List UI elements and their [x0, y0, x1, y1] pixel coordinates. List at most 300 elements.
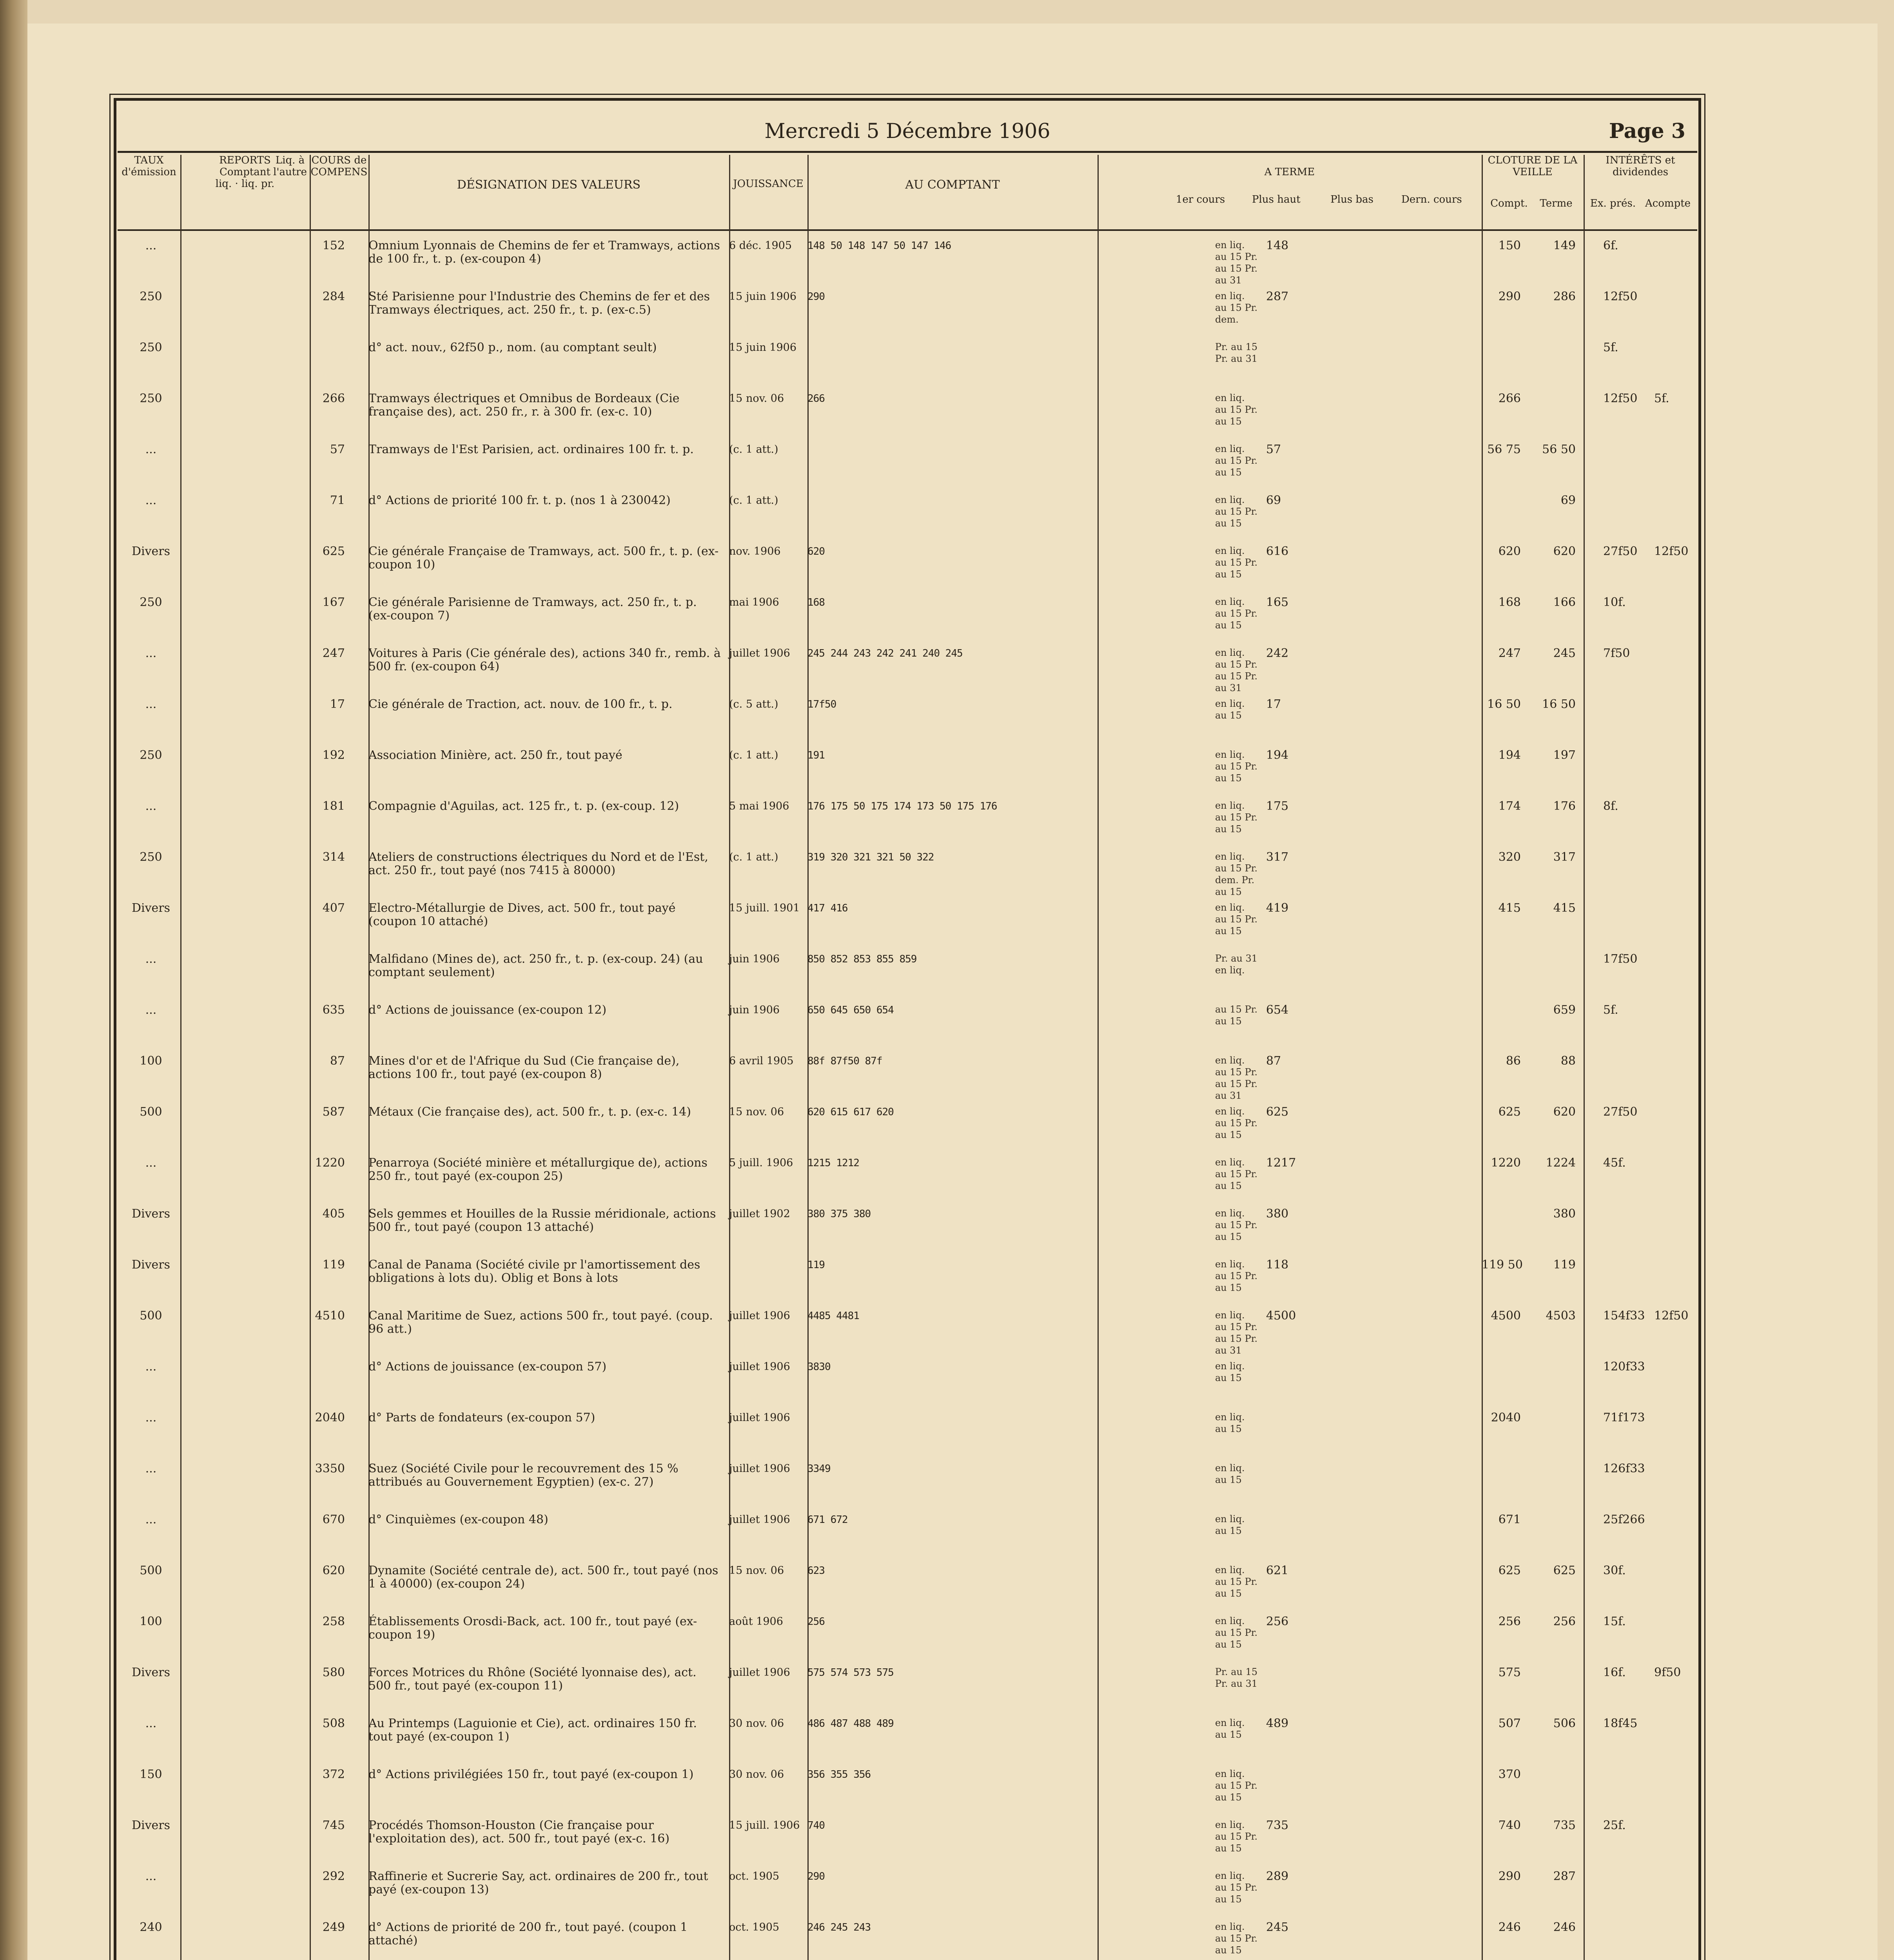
- compensation-price-cell: 1220: [315, 1156, 345, 1170]
- security-name: Dynamite (Société centrale de), act. 500 fr., tout payé (nos 1 à 40000) (ex-coupon 24): [368, 1564, 718, 1591]
- close-cash-cell: 86: [1506, 1054, 1521, 1068]
- security-name: Établissements Orosdi-Back, act. 100 fr., tout payé (ex-coupon 19): [368, 1615, 697, 1642]
- first-price-cell: 242: [1266, 646, 1289, 660]
- installment-cell: 12f50: [1654, 544, 1689, 558]
- cash-prices-cell: 417 416: [807, 902, 848, 914]
- close-term-cell: 620: [1553, 544, 1576, 558]
- page-number: Page 3: [1609, 119, 1685, 143]
- cash-prices-cell: 148 50 148 147 50 147 146: [807, 240, 951, 252]
- jouissance-cell: mai 1906: [729, 596, 779, 608]
- cash-prices-cell: 266: [807, 393, 825, 405]
- cash-prices-cell: 650 645 650 654: [807, 1004, 894, 1016]
- compensation-price-cell: 266: [322, 392, 345, 405]
- cash-prices-cell: 4485 4481: [807, 1310, 859, 1322]
- first-price-cell: 654: [1266, 1003, 1289, 1017]
- compensation-price-cell: 87: [330, 1054, 345, 1068]
- cash-prices-cell: 191: [807, 750, 825, 761]
- installment-cell: 5f.: [1654, 392, 1669, 405]
- rate-cell: Divers: [131, 1207, 171, 1221]
- dividend-cell: 16f.: [1603, 1666, 1626, 1679]
- close-term-cell: 88: [1560, 1054, 1576, 1068]
- term-labels-cell: en liq. au 15 Pr. au 15: [1215, 1615, 1258, 1650]
- close-term-cell: 506: [1553, 1717, 1576, 1730]
- compensation-price-cell: 670: [322, 1513, 345, 1526]
- term-labels-cell: en liq. au 15 Pr. au 15: [1215, 1819, 1258, 1854]
- close-cash-cell: 174: [1498, 799, 1521, 813]
- cash-prices-cell: 620 615 617 620: [807, 1106, 894, 1118]
- dividend-cell: 12f50: [1603, 392, 1638, 405]
- col-liq-autre: Liq. à l'autre: [273, 154, 307, 178]
- rate-cell: ...: [145, 443, 157, 456]
- table-row: [118, 1921, 1697, 1960]
- term-labels-cell: en liq. au 15 Pr. au 15 Pr. au 31: [1215, 647, 1258, 693]
- jouissance-cell: juin 1906: [729, 953, 780, 965]
- cash-prices-cell: 88f 87f50 87f: [807, 1055, 882, 1067]
- jouissance-cell: 30 nov. 06: [729, 1717, 784, 1730]
- cash-prices-cell: 486 487 488 489: [807, 1718, 894, 1730]
- rate-cell: ...: [145, 1513, 157, 1526]
- dividend-cell: 18f45: [1603, 1717, 1638, 1730]
- col-reports: REPORTS Comptant liq. · liq. pr.: [215, 154, 275, 190]
- close-term-cell: 166: [1553, 595, 1576, 609]
- jouissance-cell: juillet 1906: [729, 1666, 790, 1679]
- security-name: Canal de Panama (Société civile pr l'amortissement des obligations à lots du). Oblig et Bons à lots: [368, 1258, 700, 1285]
- col-cloture: CLOTURE DE LA VEILLE Compt. Terme: [1488, 154, 1578, 209]
- term-labels-cell: en liq. au 15: [1215, 698, 1245, 721]
- cash-prices-cell: 246 245 243: [807, 1922, 871, 1933]
- compensation-price-cell: 258: [322, 1615, 345, 1628]
- compensation-price-cell: 192: [322, 748, 345, 762]
- term-labels-cell: en liq. au 15 Pr. au 15 Pr. au 31: [1215, 1055, 1258, 1101]
- compensation-price-cell: 508: [322, 1717, 345, 1730]
- security-name: Cie générale de Traction, act. nouv. de 100 fr., t. p.: [368, 697, 673, 711]
- compensation-price-cell: 625: [322, 544, 345, 558]
- close-term-cell: 119: [1553, 1258, 1576, 1272]
- table-row: [118, 902, 1697, 956]
- close-cash-cell: 194: [1498, 748, 1521, 762]
- close-cash-cell: 16 50: [1487, 697, 1521, 711]
- close-term-cell: 380: [1553, 1207, 1576, 1221]
- rate-cell: 500: [140, 1564, 162, 1577]
- compensation-price-cell: 580: [322, 1666, 345, 1679]
- compensation-price-cell: 372: [322, 1768, 345, 1781]
- dividend-cell: 12f50: [1603, 290, 1638, 303]
- term-labels-cell: en liq. au 15 Pr. dem. Pr. au 15: [1215, 851, 1258, 897]
- term-labels-cell: en liq. au 15 Pr. au 15 Pr. au 31: [1215, 1310, 1258, 1356]
- term-labels-cell: en liq. au 15 Pr. au 15: [1215, 1157, 1258, 1191]
- close-cash-cell: 246: [1498, 1920, 1521, 1934]
- dividend-cell: 10f.: [1603, 595, 1626, 609]
- dividend-cell: 71f173: [1603, 1411, 1645, 1425]
- jouissance-cell: juin 1906: [729, 1004, 780, 1016]
- table-row: [118, 1004, 1697, 1058]
- table-row: [118, 1054, 1697, 1109]
- table-row: [118, 1666, 1697, 1721]
- col-interets: INTÉRÊTS et dividendes Ex. prés. Acompte: [1590, 154, 1691, 209]
- security-name: d° act. nouv., 62f50 p., nom. (au comptant seult): [368, 341, 657, 354]
- cash-prices-cell: 290: [807, 1871, 825, 1882]
- jouissance-cell: juillet 1906: [729, 1310, 790, 1322]
- first-price-cell: 287: [1266, 290, 1289, 303]
- close-term-cell: 197: [1553, 748, 1576, 762]
- jouissance-cell: juillet 1902: [729, 1208, 790, 1220]
- term-labels-cell: en liq. au 15 Pr. dem.: [1215, 290, 1258, 325]
- jouissance-cell: juillet 1906: [729, 1463, 790, 1475]
- term-labels-cell: en liq. au 15 Pr. au 15: [1215, 596, 1258, 631]
- close-cash-cell: 1220: [1491, 1156, 1521, 1170]
- dividend-cell: 27f50: [1603, 544, 1638, 558]
- rate-cell: Divers: [131, 544, 171, 558]
- close-cash-cell: 320: [1498, 850, 1521, 864]
- first-price-cell: 194: [1266, 748, 1289, 762]
- security-name: d° Actions privilégiées 150 fr., tout payé (ex-coupon 1): [368, 1768, 694, 1781]
- cash-prices-cell: 1215 1212: [807, 1157, 859, 1169]
- jouissance-cell: juillet 1906: [729, 1361, 790, 1373]
- rate-cell: ...: [145, 1462, 157, 1475]
- security-name: Compagnie d'Aguilas, act. 125 fr., t. p. (ex-coup. 12): [368, 799, 679, 813]
- dividend-cell: 7f50: [1603, 646, 1630, 660]
- rate-cell: 250: [140, 341, 162, 354]
- first-price-cell: 118: [1266, 1258, 1289, 1272]
- close-cash-cell: 740: [1498, 1818, 1521, 1832]
- table-row: [118, 545, 1697, 600]
- first-price-cell: 419: [1266, 901, 1289, 915]
- compensation-price-cell: 4510: [315, 1309, 345, 1323]
- term-labels-cell: en liq. au 15 Pr. au 15: [1215, 749, 1258, 784]
- rate-cell: ...: [145, 1360, 157, 1374]
- security-name: Ateliers de constructions électriques du Nord et de l'Est, act. 250 fr., tout payé (nos 7415 à 80000): [368, 850, 708, 877]
- security-name: Sels gemmes et Houilles de la Russie méridionale, actions 500 fr., tout payé (coupon 13 attaché): [368, 1207, 716, 1234]
- term-labels-cell: en liq. au 15 Pr. au 15: [1215, 392, 1258, 427]
- compensation-price-cell: 407: [322, 901, 345, 915]
- rate-cell: ...: [145, 697, 157, 711]
- first-price-cell: 4500: [1266, 1309, 1296, 1323]
- cash-prices-cell: 119: [807, 1259, 825, 1271]
- cash-prices-cell: 356 355 356: [807, 1769, 871, 1780]
- rate-cell: ...: [145, 239, 157, 252]
- close-cash-cell: 247: [1498, 646, 1521, 660]
- term-labels-cell: en liq. au 15 Pr. au 15: [1215, 443, 1258, 478]
- rate-cell: 250: [140, 290, 162, 303]
- security-name: d° Actions de jouissance (ex-coupon 57): [368, 1360, 607, 1374]
- security-name: Raffinerie et Sucrerie Say, act. ordinaires de 200 fr., tout payé (ex-coupon 13): [368, 1869, 708, 1896]
- rate-cell: 240: [140, 1920, 162, 1934]
- rate-cell: 150: [140, 1768, 162, 1781]
- security-name: Canal Maritime de Suez, actions 500 fr., tout payé. (coup. 96 att.): [368, 1309, 713, 1336]
- term-labels-cell: en liq. au 15 Pr. au 15: [1215, 545, 1258, 580]
- jouissance-cell: oct. 1905: [729, 1870, 780, 1882]
- security-name: d° Cinquièmes (ex-coupon 48): [368, 1513, 548, 1526]
- dividend-cell: 126f33: [1603, 1462, 1645, 1475]
- table-row: [118, 1819, 1697, 1874]
- term-labels-cell: en liq. au 15: [1215, 1463, 1245, 1485]
- security-name: Penarroya (Société minière et métallurgique de), actions 250 fr., tout payé (ex-coupon 25): [368, 1156, 708, 1183]
- page-binding-edge: [0, 0, 27, 1960]
- close-term-cell: 4503: [1546, 1309, 1576, 1323]
- close-cash-cell: 256: [1498, 1615, 1521, 1628]
- compensation-price-cell: 71: [330, 494, 345, 507]
- rate-cell: 250: [140, 748, 162, 762]
- security-name: Au Printemps (Laguionie et Cie), act. ordinaires 150 fr. tout payé (ex-coupon 1): [368, 1717, 697, 1744]
- close-cash-cell: 575: [1498, 1666, 1521, 1679]
- compensation-price-cell: 620: [322, 1564, 345, 1577]
- close-cash-cell: 290: [1498, 290, 1521, 303]
- jouissance-cell: 5 juill. 1906: [729, 1157, 793, 1169]
- rate-cell: ...: [145, 799, 157, 813]
- rate-cell: Divers: [131, 1666, 171, 1679]
- security-name: Suez (Société Civile pour le recouvrement des 15 % attribués au Gouvernement Egyptien) (ex-c. 27): [368, 1462, 679, 1489]
- col-a-terme: A TERME 1er cours Plus haut Plus bas Dern. cours: [1176, 166, 1462, 205]
- close-cash-cell: 625: [1498, 1105, 1521, 1119]
- page-date: Mercredi 5 Décembre 1906: [764, 120, 1050, 143]
- compensation-price-cell: 745: [322, 1818, 345, 1832]
- cash-prices-cell: 176 175 50 175 174 173 50 175 176: [807, 800, 997, 812]
- security-name: d° Parts de fondateurs (ex-coupon 57): [368, 1411, 595, 1425]
- jouissance-cell: (c. 1 att.): [729, 443, 778, 456]
- compensation-price-cell: 635: [322, 1003, 345, 1017]
- rate-cell: 250: [140, 850, 162, 864]
- jouissance-cell: (c. 1 att.): [729, 749, 778, 761]
- jouissance-cell: nov. 1906: [729, 545, 781, 557]
- close-cash-cell: 507: [1498, 1717, 1521, 1730]
- first-price-cell: 621: [1266, 1564, 1289, 1577]
- compensation-price-cell: 152: [322, 239, 345, 252]
- security-name: Tramways électriques et Omnibus de Bordeaux (Cie française des), act. 250 fr., r. à 300 fr. (ex-c. 10): [368, 392, 680, 419]
- term-labels-cell: au 15 Pr. au 15: [1215, 1004, 1258, 1027]
- first-price-cell: 245: [1266, 1920, 1289, 1934]
- dividend-cell: 27f50: [1603, 1105, 1638, 1119]
- table-row: [118, 290, 1697, 345]
- term-labels-cell: en liq. au 15 Pr. au 15: [1215, 1921, 1258, 1956]
- close-term-cell: 69: [1560, 494, 1576, 507]
- first-price-cell: 87: [1266, 1054, 1281, 1068]
- jouissance-cell: 6 déc. 1905: [729, 240, 792, 252]
- table-row: [118, 1309, 1697, 1364]
- table-row: [118, 1258, 1697, 1313]
- jouissance-cell: 15 juin 1906: [729, 290, 797, 303]
- table-row: [118, 1768, 1697, 1823]
- security-name: Omnium Lyonnais de Chemins de fer et Tramways, actions de 100 fr., t. p. (ex-coupon 4): [368, 239, 720, 266]
- first-price-cell: 17: [1266, 697, 1281, 711]
- rate-cell: 100: [140, 1054, 162, 1068]
- close-term-cell: 286: [1553, 290, 1576, 303]
- first-price-cell: 256: [1266, 1615, 1289, 1628]
- security-name: Métaux (Cie française des), act. 500 fr., t. p. (ex-c. 14): [368, 1105, 691, 1119]
- rate-cell: ...: [145, 1156, 157, 1170]
- dividend-cell: 154f33: [1603, 1309, 1645, 1323]
- security-name: Procédés Thomson-Houston (Cie française pour l'exploitation des), act. 500 fr., tout payé (ex-c. 16): [368, 1818, 670, 1846]
- security-name: d° Actions de priorité de 200 fr., tout payé. (coupon 1 attaché): [368, 1920, 688, 1947]
- jouissance-cell: (c. 5 att.): [729, 698, 778, 710]
- dividend-cell: 30f.: [1603, 1564, 1626, 1577]
- rate-cell: Divers: [131, 1258, 171, 1272]
- table-row: [118, 647, 1697, 702]
- jouissance-cell: oct. 1905: [729, 1921, 780, 1933]
- rate-cell: ...: [145, 1869, 157, 1883]
- rate-cell: ...: [145, 952, 157, 966]
- table-row: [118, 1156, 1697, 1211]
- term-labels-cell: Pr. au 15 Pr. au 31: [1215, 341, 1258, 364]
- first-price-cell: 625: [1266, 1105, 1289, 1119]
- close-term-cell: 735: [1553, 1818, 1576, 1832]
- term-labels-cell: en liq. au 15: [1215, 1361, 1245, 1383]
- compensation-price-cell: 3350: [315, 1462, 345, 1475]
- close-cash-cell: 4500: [1491, 1309, 1521, 1323]
- jouissance-cell: 6 avril 1905: [729, 1055, 794, 1067]
- table-row: [118, 1360, 1697, 1415]
- cash-prices-cell: 620: [807, 546, 825, 557]
- compensation-price-cell: 181: [322, 799, 345, 813]
- rate-cell: ...: [145, 1411, 157, 1425]
- table-row: [118, 494, 1697, 549]
- first-price-cell: 57: [1266, 443, 1281, 456]
- jouissance-cell: 5 mai 1906: [729, 800, 789, 812]
- close-cash-cell: 290: [1498, 1869, 1521, 1883]
- first-price-cell: 380: [1266, 1207, 1289, 1221]
- close-cash-cell: 2040: [1491, 1411, 1521, 1425]
- jouissance-cell: 15 nov. 06: [729, 392, 784, 405]
- table-row: [118, 596, 1697, 651]
- running-head: [114, 114, 1701, 149]
- jouissance-cell: juillet 1906: [729, 1412, 790, 1424]
- security-name: Cie générale Parisienne de Tramways, act. 250 fr., t. p. (ex-coupon 7): [368, 595, 697, 622]
- compensation-price-cell: 314: [322, 850, 345, 864]
- compensation-price-cell: 17: [330, 697, 345, 711]
- security-name: Voitures à Paris (Cie générale des), actions 340 fr., remb. à 500 fr. (ex-coupon 64): [368, 646, 721, 673]
- term-labels-cell: en liq. au 15 Pr. au 15: [1215, 494, 1258, 529]
- close-cash-cell: 671: [1498, 1513, 1521, 1526]
- close-term-cell: 256: [1553, 1615, 1576, 1628]
- term-labels-cell: en liq. au 15 Pr. au 15: [1215, 1259, 1258, 1293]
- security-name: Association Minière, act. 250 fr., tout payé: [368, 748, 622, 762]
- close-cash-cell: 168: [1498, 595, 1521, 609]
- col-taux: TAUX d'émission: [122, 154, 176, 178]
- jouissance-cell: 15 nov. 06: [729, 1564, 784, 1577]
- col-designation: DÉSIGNATION DES VALEURS: [457, 178, 641, 192]
- jouissance-cell: 30 nov. 06: [729, 1768, 784, 1780]
- close-term-cell: 659: [1553, 1003, 1576, 1017]
- term-labels-cell: en liq. au 15 Pr. au 15: [1215, 1870, 1258, 1905]
- term-labels-cell: en liq. au 15 Pr. au 15: [1215, 800, 1258, 835]
- dividend-cell: 6f.: [1603, 239, 1618, 252]
- close-term-cell: 176: [1553, 799, 1576, 813]
- cash-prices-cell: 256: [807, 1616, 825, 1628]
- term-labels-cell: en liq. au 15 Pr. au 15: [1215, 1208, 1258, 1242]
- jouissance-cell: juillet 1906: [729, 1514, 790, 1526]
- cash-prices-cell: 245 244 243 242 241 240 245: [807, 648, 963, 659]
- compensation-price-cell: 587: [322, 1105, 345, 1119]
- table-row: [118, 239, 1697, 294]
- table-row: [118, 1564, 1697, 1619]
- security-name: Tramways de l'Est Parisien, act. ordinaires 100 fr. t. p.: [368, 443, 694, 456]
- compensation-price-cell: 292: [322, 1869, 345, 1883]
- table-row: [118, 1717, 1697, 1772]
- term-labels-cell: en liq. au 15 Pr. au 15: [1215, 1106, 1258, 1140]
- first-price-cell: 69: [1266, 494, 1281, 507]
- cash-prices-cell: 319 320 321 321 50 322: [807, 851, 934, 863]
- close-term-cell: 246: [1553, 1920, 1576, 1934]
- dividend-cell: 8f.: [1603, 799, 1618, 813]
- close-term-cell: 287: [1553, 1869, 1576, 1883]
- rate-cell: ...: [145, 646, 157, 660]
- jouissance-cell: (c. 1 att.): [729, 851, 778, 863]
- cash-prices-cell: 168: [807, 597, 825, 608]
- table-row: [118, 800, 1697, 855]
- first-price-cell: 1217: [1266, 1156, 1296, 1170]
- first-price-cell: 165: [1266, 595, 1289, 609]
- rate-cell: ...: [145, 1003, 157, 1017]
- jouissance-cell: août 1906: [729, 1615, 783, 1628]
- table-row: [118, 851, 1697, 906]
- table-row: [118, 749, 1697, 804]
- dividend-cell: 5f.: [1603, 1003, 1618, 1017]
- rate-cell: Divers: [131, 901, 171, 915]
- jouissance-cell: (c. 1 att.): [729, 494, 778, 506]
- column-header-rule: [118, 229, 1697, 231]
- dividend-cell: 25f266: [1603, 1513, 1645, 1526]
- table-row: [118, 1513, 1697, 1568]
- table-row: [118, 443, 1697, 498]
- table-row: [118, 1105, 1697, 1160]
- close-term-cell: 56 50: [1542, 443, 1576, 456]
- first-price-cell: 289: [1266, 1869, 1289, 1883]
- rate-cell: 250: [140, 595, 162, 609]
- close-cash-cell: 415: [1498, 901, 1521, 915]
- jouissance-cell: 15 nov. 06: [729, 1106, 784, 1118]
- security-name: Electro-Métallurgie de Dives, act. 500 fr., tout payé (coupon 10 attaché): [368, 901, 676, 928]
- security-name: d° Actions de priorité 100 fr. t. p. (nos 1 à 230042): [368, 494, 671, 507]
- compensation-price-cell: 2040: [315, 1411, 345, 1425]
- rate-cell: Divers: [131, 1818, 171, 1832]
- dividend-cell: 15f.: [1603, 1615, 1626, 1628]
- jouissance-cell: 15 juin 1906: [729, 341, 797, 354]
- table-row: [118, 341, 1697, 396]
- first-price-cell: 735: [1266, 1818, 1289, 1832]
- rate-cell: 250: [140, 392, 162, 405]
- close-cash-cell: 119 50: [1482, 1258, 1523, 1272]
- close-term-cell: 149: [1553, 239, 1576, 252]
- table-row: [118, 392, 1697, 447]
- close-term-cell: 245: [1553, 646, 1576, 660]
- term-labels-cell: en liq. au 15 Pr. au 15: [1215, 1768, 1258, 1803]
- term-labels-cell: en liq. au 15 Pr. au 15: [1215, 1564, 1258, 1599]
- compensation-price-cell: 167: [322, 595, 345, 609]
- installment-cell: 12f50: [1654, 1309, 1689, 1323]
- cash-prices-cell: 3349: [807, 1463, 831, 1475]
- rate-cell: 100: [140, 1615, 162, 1628]
- term-labels-cell: en liq. au 15: [1215, 1514, 1245, 1536]
- close-term-cell: 620: [1553, 1105, 1576, 1119]
- compensation-price-cell: 247: [322, 646, 345, 660]
- close-cash-cell: 625: [1498, 1564, 1521, 1577]
- cash-prices-cell: 575 574 573 575: [807, 1667, 894, 1679]
- first-price-cell: 175: [1266, 799, 1289, 813]
- compensation-price-cell: 249: [322, 1920, 345, 1934]
- dividend-cell: 120f33: [1603, 1360, 1645, 1374]
- term-labels-cell: en liq. au 15: [1215, 1717, 1245, 1740]
- dividend-cell: 25f.: [1603, 1818, 1626, 1832]
- close-cash-cell: 266: [1498, 392, 1521, 405]
- cash-prices-cell: 17f50: [807, 699, 836, 710]
- term-labels-cell: en liq. au 15 Pr. au 15: [1215, 902, 1258, 936]
- cash-prices-cell: 3830: [807, 1361, 831, 1373]
- close-term-cell: 625: [1553, 1564, 1576, 1577]
- security-name: Malfidano (Mines de), act. 250 fr., t. p. (ex-coup. 24) (au comptant seulement): [368, 952, 703, 979]
- close-term-cell: 1224: [1546, 1156, 1576, 1170]
- dividend-cell: 17f50: [1603, 952, 1638, 966]
- dividend-cell: 45f.: [1603, 1156, 1626, 1170]
- close-cash-cell: 56 75: [1487, 443, 1521, 456]
